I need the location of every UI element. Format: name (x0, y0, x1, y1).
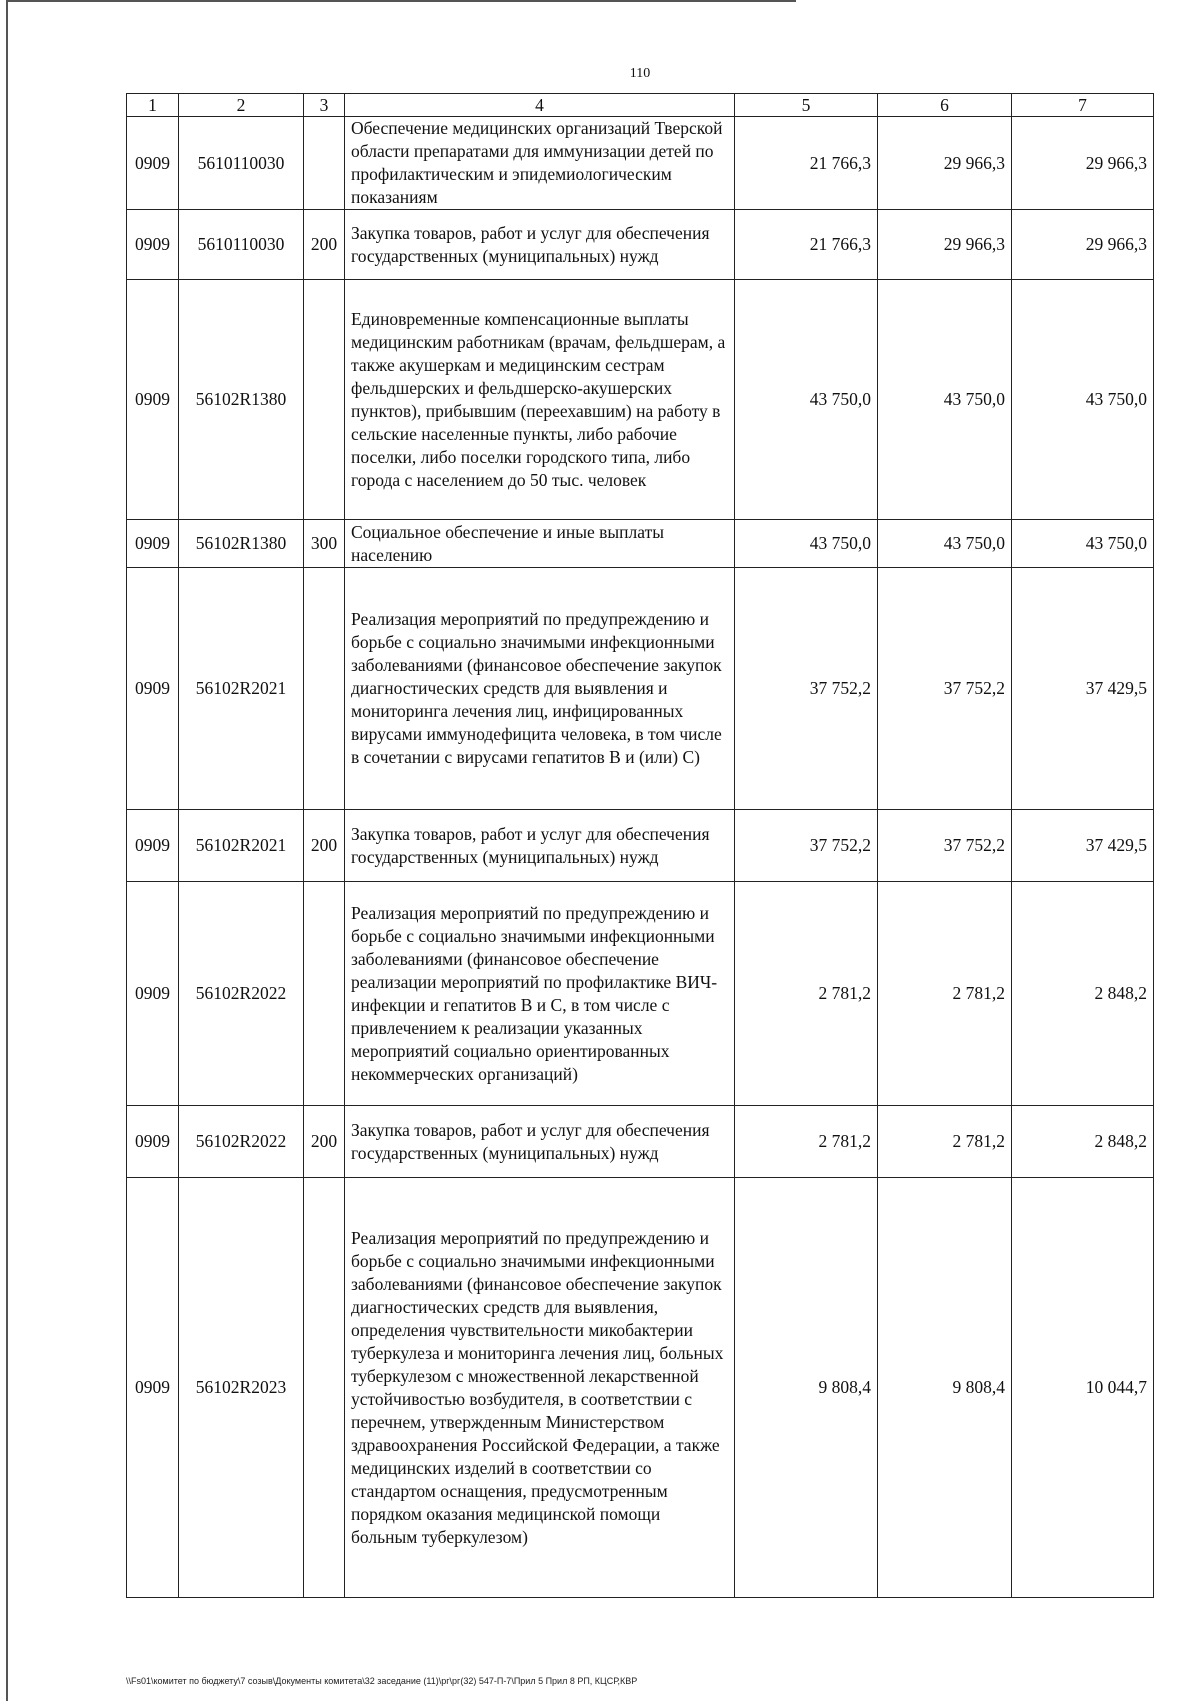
amount-col-6: 9 808,4 (878, 1178, 1012, 1598)
expense-type-code: 200 (304, 210, 345, 280)
table-row (127, 1106, 1154, 1178)
target-article-code: 56102R2021 (179, 568, 304, 810)
amount-col-5: 43 750,0 (735, 520, 878, 568)
amount-col-6: 43 750,0 (878, 280, 1012, 520)
item-description: Реализация мероприятий по предупреждению и борьбе с социально значимыми инфекционными заболеваниями (финансовое обеспечение закупок диагностических средств для выявления, определения чувствительности микобактерии туберкулеза и мониторинга лечения лиц, больных туберкулезом с множественной лекарственной устойчивостью возбудителя, в соответствии с перечнем, утвержденным Министерством здравоохранения Российской Федерации, а также медицинских изделий в соответствии со стандартом оснащения, предусмотренным порядком оказания медицинской помощи больным туберкулезом) (345, 1178, 735, 1598)
amount-col-5: 2 781,2 (735, 1106, 878, 1178)
amount-col-7: 2 848,2 (1012, 882, 1154, 1106)
expense-type-code (304, 568, 345, 810)
amount-col-5: 43 750,0 (735, 280, 878, 520)
amount-col-5: 37 752,2 (735, 568, 878, 810)
amount-col-5: 9 808,4 (735, 1178, 878, 1598)
target-article-code: 56102R2022 (179, 882, 304, 1106)
amount-col-7: 43 750,0 (1012, 280, 1154, 520)
amount-col-7: 37 429,5 (1012, 810, 1154, 882)
item-description: Реализация мероприятий по предупреждению и борьбе с социально значимыми инфекционными заболеваниями (финансовое обеспечение закупок диагностических средств для выявления и мониторинга лечения лиц, инфицированных вирусами иммунодефицита человека, в том числе в сочетании с вирусами гепатитов В и (или) С) (345, 568, 735, 810)
amount-col-6: 43 750,0 (878, 520, 1012, 568)
header-col-6: 6 (878, 94, 1012, 117)
amount-col-6: 2 781,2 (878, 882, 1012, 1106)
amount-col-6: 29 966,3 (878, 117, 1012, 210)
section-code: 0909 (127, 882, 179, 1106)
header-col-2: 2 (179, 94, 304, 117)
section-code: 0909 (127, 280, 179, 520)
item-description: Закупка товаров, работ и услуг для обеспечения государственных (муниципальных) нужд (345, 1106, 735, 1178)
amount-col-6: 37 752,2 (878, 568, 1012, 810)
amount-col-6: 37 752,2 (878, 810, 1012, 882)
item-description: Обеспечение медицинских организаций Тверской области препаратами для иммунизации детей по профилактическим и эпидемиологическим показаниям (345, 117, 735, 210)
table-row (127, 1178, 1154, 1598)
amount-col-6: 29 966,3 (878, 210, 1012, 280)
header-col-7: 7 (1012, 94, 1154, 117)
section-code: 0909 (127, 1106, 179, 1178)
table-row (127, 117, 1154, 210)
expense-type-code (304, 882, 345, 1106)
table-body (127, 117, 1154, 1598)
expense-type-code (304, 117, 345, 210)
amount-col-7: 10 044,7 (1012, 1178, 1154, 1598)
scan-edge-left (6, 0, 8, 1701)
section-code: 0909 (127, 1178, 179, 1598)
amount-col-7: 29 966,3 (1012, 210, 1154, 280)
target-article-code: 56102R1380 (179, 280, 304, 520)
section-code: 0909 (127, 117, 179, 210)
expense-type-code (304, 1178, 345, 1598)
target-article-code: 5610110030 (179, 210, 304, 280)
amount-col-6: 2 781,2 (878, 1106, 1012, 1178)
section-code: 0909 (127, 568, 179, 810)
header-col-5: 5 (735, 94, 878, 117)
budget-table (126, 93, 1154, 1598)
amount-col-5: 2 781,2 (735, 882, 878, 1106)
section-code: 0909 (127, 520, 179, 568)
amount-col-7: 43 750,0 (1012, 520, 1154, 568)
table-row (127, 210, 1154, 280)
table-row (127, 810, 1154, 882)
expense-type-code: 200 (304, 1106, 345, 1178)
expense-type-code: 200 (304, 810, 345, 882)
expense-type-code (304, 280, 345, 520)
table-row (127, 568, 1154, 810)
page-number: 110 (629, 66, 651, 81)
amount-col-7: 29 966,3 (1012, 117, 1154, 210)
table-row (127, 520, 1154, 568)
footer-file-path: \\Fs01\комитет по бюджету\7 созыв\Документы комитета\32 заседание (11)\рг\рг(32) 547-П-7\Прил 5 Прил 8 РП, КЦСР,КВР (126, 1676, 638, 1686)
target-article-code: 5610110030 (179, 117, 304, 210)
item-description: Социальное обеспечение и иные выплаты населению (345, 520, 735, 568)
item-description: Реализация мероприятий по предупреждению и борьбе с социально значимыми инфекционными заболеваниями (финансовое обеспечение реализации мероприятий по профилактике ВИЧ-инфекции и гепатитов В и С, в том числе с привлечением к реализации указанных мероприятий социально ориентированных некоммерческих организаций) (345, 882, 735, 1106)
table-row (127, 280, 1154, 520)
target-article-code: 56102R2021 (179, 810, 304, 882)
expense-type-code: 300 (304, 520, 345, 568)
header-col-3: 3 (304, 94, 345, 117)
item-description: Единовременные компенсационные выплаты медицинским работникам (врачам, фельдшерам, а также акушеркам и медицинским сестрам фельдшерских и фельдшерско-акушерских пунктов), прибывшим (переехавшим) на работу в сельские населенные пункты, либо рабочие поселки, либо поселки городского типа, либо города с населением до 50 тыс. человек (345, 280, 735, 520)
header-col-1: 1 (127, 94, 179, 117)
target-article-code: 56102R2022 (179, 1106, 304, 1178)
header-row (127, 94, 1154, 117)
table-row (127, 882, 1154, 1106)
item-description: Закупка товаров, работ и услуг для обеспечения государственных (муниципальных) нужд (345, 210, 735, 280)
section-code: 0909 (127, 210, 179, 280)
section-code: 0909 (127, 810, 179, 882)
table-header (127, 94, 1154, 117)
header-col-4: 4 (345, 94, 735, 117)
item-description: Закупка товаров, работ и услуг для обеспечения государственных (муниципальных) нужд (345, 810, 735, 882)
amount-col-7: 37 429,5 (1012, 568, 1154, 810)
amount-col-7: 2 848,2 (1012, 1106, 1154, 1178)
amount-col-5: 37 752,2 (735, 810, 878, 882)
scan-edge-top (6, 0, 796, 2)
amount-col-5: 21 766,3 (735, 117, 878, 210)
target-article-code: 56102R2023 (179, 1178, 304, 1598)
amount-col-5: 21 766,3 (735, 210, 878, 280)
target-article-code: 56102R1380 (179, 520, 304, 568)
